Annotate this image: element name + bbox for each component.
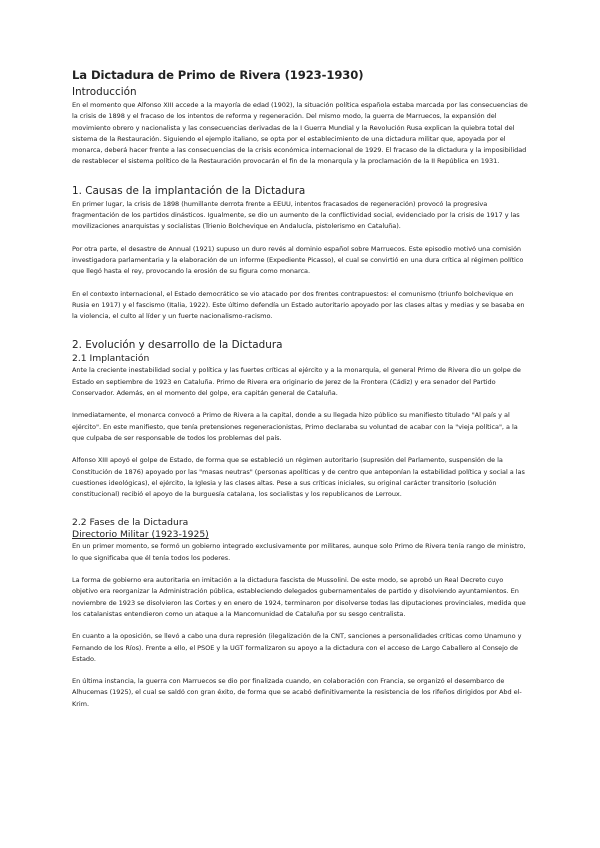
- section2-2-paragraph-2: La forma de gobierno era autoritaria en imitación a la dictadura fascista de Mussolini. De este modo, se aprobó un Real Decreto cuyo objetivo era reorganizar la Administración pública, estableciendo delegados gubernamentales de partido y disolviendo ayuntamientos. En noviembre de 1923 se disolvieron las Cortes y en enero de 1924, terminaron por disolverse todas las diputaciones provinciales, medida que los catalanistas entendieron como un ataque a la Mancomunidad de Cataluña por su sesgo centralista.: [72, 576, 526, 618]
- section2-1-paragraph-2: Inmediatamente, el monarca convocó a Primo de Rivera a la capital, donde a su llegada hizo público su manifiesto titulado "Al país y al ejército". En este manifiesto, que tenía pretensiones regeneracionistas, Primo declaraba su voluntad de acabar con la "vieja política", a la que culpaba de ser responsable de todos los problemas del país.: [72, 411, 518, 442]
- intro-paragraph: En el momento que Alfonso XIII accede a la mayoría de edad (1902), la situación política española estaba marcada por las consecuencias de la crisis de 1898 y el fracaso de los intentos de reforma y regeneración. Del mismo modo, la guerra de Marruecos, la expansión del movimiento obrero y nacionalista y las consecuencias derivadas de la I Guerra Mundial y la Revolución Rusa explican la quiebra total del sistema de la Restauración. Siguiendo el ejemplo italiano, se opta por el establecimiento de una dictadura militar que, apoyada por el monarca, deberá hacer frente a las consecuencias de la crisis económica internacional de 1929. El fracaso de la dictadura y la imposibilidad de restablecer el sistema político de la Restauración provocarán el fin de la monarquía y la proclamación de la II República en 1931.: [72, 101, 528, 166]
- section2-1-heading: 2.1 Implantación: [72, 353, 150, 365]
- section1-paragraph-3: En el contexto internacional, el Estado democrático se vio atacado por dos frentes contrapuestos: el comunismo (triunfo bolchevique en Rusia en 1917) y el fascismo (Italia, 1922). Este último defendía un Estado autoritario apoyado por las clases altas y medias y se basaba en la violencia, el culto al líder y un fuerte nacionalismo-racismo.: [72, 289, 525, 321]
- section2-1-paragraph-1: Ante la creciente inestabilidad social y política y las fuertes críticas al ejército y a la monarquía, el general Primo de Rivera dio un golpe de Estado en septiembre de 1923 en Cataluña. Primo de Rivera era originario de Jerez de la Frontera (Cádiz) y era senador del Partido Conservador. Además, en el momento del golpe, era capitán general de Cataluña.: [72, 366, 521, 398]
- document-title: La Dictadura de Primo de Rivera (1923-1930): [72, 68, 364, 82]
- section2-2-paragraph-4: En última instancia, la guerra con Marruecos se dio por finalizada cuando, en colaboración con Francia, se organizó el desembarco de Alhucemas (1925), el cual se saldó con gran éxito, de forma que se acabó definitivamente la resistencia de los rifeños dirigidos por Abd el-Krim.: [72, 677, 522, 708]
- section2-1-paragraph-3: Alfonso XIII apoyó el golpe de Estado, de forma que se estableció un régimen autoritario (supresión del Parlamento, suspensión de la Constitución de 1876) apoyado por las "masas neutras" (personas apolíticas y de centro que anteponían la estabilidad política y social a las cuestiones ideológicas), el ejército, la Iglesia y las clases altas. Pese a sus críticas iniciales, su original carácter transitorio (solución constitucional) recibió el apoyo de la burguesía catalana, los socialistas y los republicanos de Lerroux.: [72, 456, 525, 499]
- section2-heading: 2. Evolución y desarrollo de la Dictadura: [72, 339, 283, 352]
- section2-2-paragraph-1: En un primer momento, se formó un gobierno integrado exclusivamente por militares, aunque solo Primo de Rivera tenía rango de ministro, lo que significaba que él tenía todos los poderes.: [72, 542, 526, 562]
- section2-2-heading: 2.2 Fases de la Dictadura: [72, 517, 189, 529]
- phase-heading-directorio-militar: Directorio Militar (1923-1925): [72, 529, 209, 541]
- section2-2-paragraph-3: En cuanto a la oposición, se llevó a cabo una dura represión (ilegalización de la CNT, sanciones a personalidades críticas como Unamuno y Fernando de los Ríos). Frente a ello, el PSOE y la UGT formalizaron su apoyo a la dictadura con el acceso de Largo Caballero al Consejo de Estado.: [72, 632, 522, 663]
- section1-paragraph-1: En primer lugar, la crisis de 1898 (humillante derrota frente a EEUU, intentos fracasados de regeneración) provocó la progresiva fragmentación de los partidos dinásticos. Igualmente, se dio un aumento de la conflictividad social, evidenciado por la crisis de 1917 y las movilizaciones anarquistas y socialistas (Trienio Bolchevique en Andalucía, pistolerismo en Cataluña).: [72, 199, 520, 231]
- intro-heading: Introducción: [72, 86, 137, 98]
- section1-paragraph-2: Por otra parte, el desastre de Annual (1921) supuso un duro revés al dominio español sobre Marruecos. Este episodio motivó una comisión investigadora parlamentaria y la elaboración de un informe (Expediente Picasso), el cual se convirtió en una dura crítica al régimen político que llegó hasta el rey, provocando la erosión de su figura como monarca.: [72, 244, 524, 276]
- section1-heading: 1. Causas de la implantación de la Dictadura: [72, 184, 306, 197]
